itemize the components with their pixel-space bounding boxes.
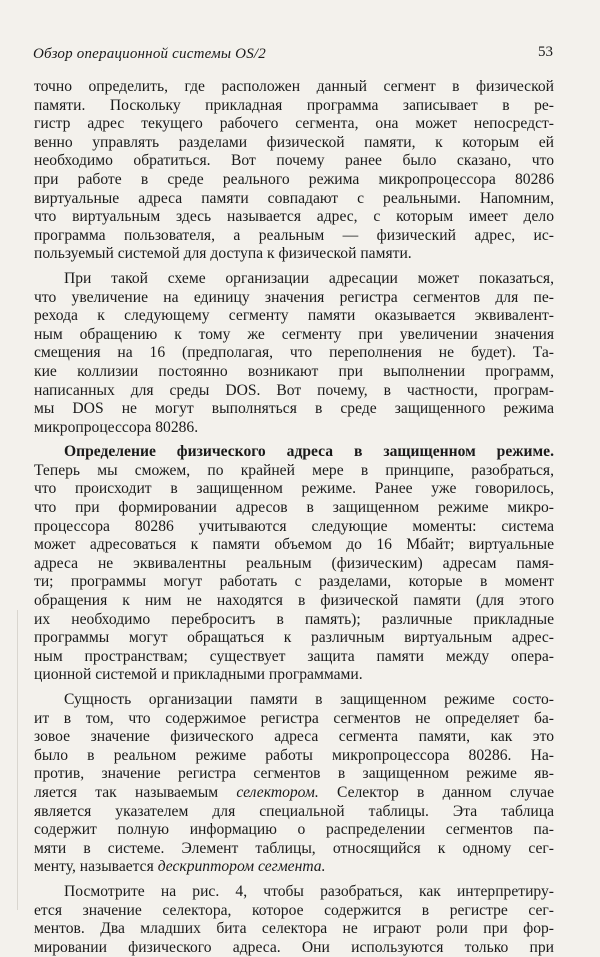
text-line: ти; программы могут работать с разделами, которые в момент [34,573,554,591]
text-line: мяти в системе. Элемент таблицы, относящийся к одному сег- [34,839,554,857]
text-line: против, значение регистра сегментов в защищенном режиме яв- [34,765,554,783]
text-line: что при формировании адресов в защищенном режиме микро- [34,499,554,517]
running-title: Обзор операционной системы OS/2 [33,46,266,62]
text-line: может адресоваться к памяти объемом до 16 Мбайт; виртуальные [34,536,554,554]
text-line: рехода к следующему сегменту памяти оказывается эквивалент- [34,307,554,325]
text-line: их необходимо переброситъ в память); различные прикладные [34,610,554,628]
text-line: ментов. Два младших бита селектора не играют роли при фор- [34,920,554,938]
text-line: было в реальном режиме работы микропроцессора 80286. На- [34,746,554,764]
text-line-with-term [34,784,554,803]
term-descriptor: дескриптором сегмента. [157,858,326,876]
text-line: при работе в среде реального режима микропроцессора 80286 [34,170,554,188]
text-line: мировании физического адреса. Они используются только при [34,938,554,956]
paragraph-2 [34,270,554,437]
section-heading: Определение физического адреса в защищенном режиме. [64,443,554,461]
text-line: ным обращению к тому же сегменту при увеличении значения [34,325,554,343]
text-line: содержит полную информацию о распределении сегментов па- [34,821,554,839]
text-line: процессора 80286 учитываются следующие моменты: система [34,517,554,535]
text-line: зовое значение физического адреса сегмента памяти, как это [34,728,554,746]
text-line: точно определить, где расположен данный сегмент в физической [34,78,554,95]
text-line: пользуемый системой для доступа к физической памяти. [34,245,412,263]
text-fragment: ляется так называемым [34,783,219,801]
term-selector: селектором. [236,783,319,801]
text-line: виртуальные адреса памяти совпадают с реальными. Напомним, [34,189,554,207]
text-line-with-term [34,858,554,877]
text-line: гистр адрес текущего рабочего сегмента, она может непосредст- [34,115,554,133]
text-line: кие коллизии постоянно возникают при выполнении программ, [34,362,554,380]
paragraph-3 [34,443,554,685]
text-line: обращения к ним не находятся в физической памяти (для этого [34,592,554,610]
text-line: что виртуальным здесь называется адрес, с которым имеет дело [34,208,554,226]
paragraph-4 [34,691,554,877]
text-line: адреса не эквивалентны реальным (физическим) адресам памя- [34,554,554,572]
text-line: ным пространствам; существует защита памяти между опера- [34,647,554,665]
text-line: написанных для среды DOS. Вот почему, в частности, програм- [34,381,554,399]
text-line: необходимо обратиться. Вот почему ранее было сказано, что [34,152,554,170]
page-body [34,78,554,957]
binding-edge-line [17,610,18,910]
text-line: При такой схеме организации адресации может показаться, [64,269,554,287]
paragraph-1 [34,78,554,264]
page-header [33,44,553,66]
paragraph-5 [34,883,554,957]
text-line: мы DOS не могут выполняться в среде защищенного режима [34,400,554,418]
text-line: микропроцессора 80286. [34,418,199,436]
text-line: Посмотрите на рис. 4, чтобы разобраться, как интерпретиру- [64,882,554,900]
text-line: программа пользователя, а реальным — физический адрес, ис- [34,226,554,244]
text-line: ит в том, что содержимое регистра сегментов не определяет ба- [34,709,554,727]
text-line: что увеличение на единицу значения регистра сегментов для пе- [34,288,554,306]
text-line: Сущность организации памяти в защищенном режиме состо- [64,691,554,708]
text-line: смещения на 16 (предполагая, что переполнения не будет). Та- [34,344,554,362]
text-line: ционной системой и прикладными программами. [34,666,363,684]
text-line: памяти. Поскольку прикладная программа записывает в ре- [34,96,554,114]
text-line: является указателем для специальной таблицы. Эта таблица [34,802,554,820]
text-line: венно управлять разделами физической памяти, к которым ей [34,133,554,151]
page-number: 53 [538,44,553,60]
text-line: программы могут обращаться к различным виртуальным адрес- [34,629,554,647]
text-line: ется значение селектора, которое содержится в регистре сег- [34,901,554,919]
text-fragment: менту, называется [34,858,154,876]
text-line: Теперь мы сможем, по крайней мере в принципе, разобраться, [34,461,554,479]
text-line: что происходит в защищенном режиме. Ранее уже говорилось, [34,480,554,498]
text-fragment: Селектор в данном случае [337,783,555,801]
